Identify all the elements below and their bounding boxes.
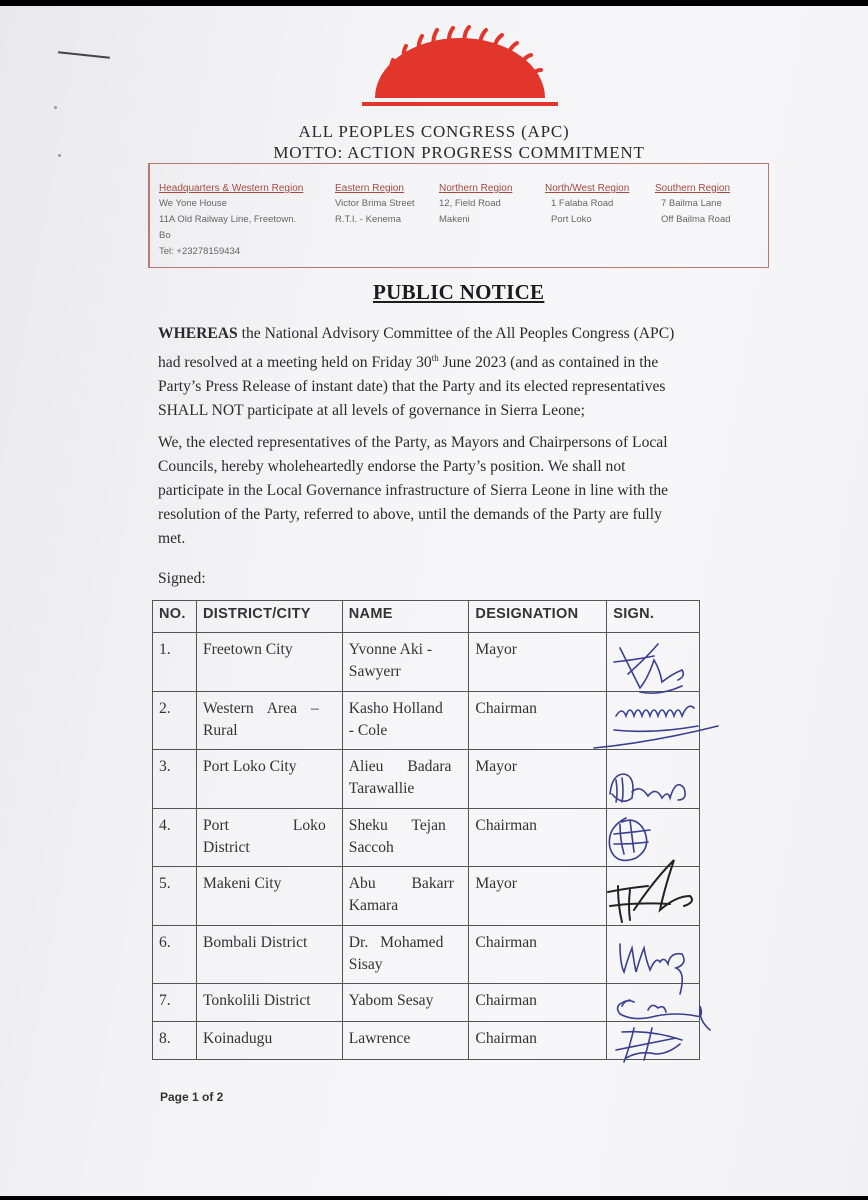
region-heading: Eastern Region [335,183,404,194]
signature-4 [609,818,650,860]
cell-no: 2. [153,691,197,750]
signature-1 [614,644,683,693]
paragraph-line: We, the elected representatives of the Party, as Mayors and Chairpersons of Local [158,434,668,451]
signature-3 [610,774,685,802]
signature-5 [608,860,692,922]
name-line: Yabom Sesay [348,992,434,1009]
cell-no: 6. [153,925,197,984]
paragraph-text: the National Advisory Committee of the All Peoples Congress (APC) [241,325,675,342]
region-headquarters-western [159,181,303,261]
region-line: 7 Bailma Lane [661,198,722,209]
paragraph-line [158,322,736,346]
region-northern [439,181,512,229]
name-line: Lawrence [348,1030,411,1047]
cell-designation: Mayor [469,633,607,692]
header-designation: DESIGNATION [469,601,607,633]
region-eastern [335,181,415,229]
signature-8 [616,1028,682,1062]
paragraph-line: resolution of the Party, referred to above, until the demands of the Party are fully [158,506,662,523]
region-southern [655,181,731,229]
name-line: Saccoh [348,838,394,856]
endorsement-paragraph [158,431,736,551]
cell-designation: Chairman [469,808,607,867]
cell-name [342,867,469,926]
cell-no: 4. [153,808,197,867]
region-line: Makeni [439,214,470,225]
cell-designation: Chairman [469,691,607,750]
header-sign: SIGN. [607,601,700,633]
region-heading: Northern Region [439,183,513,194]
party-name: ALL PEOPLES CONGRESS (APC) [298,122,570,141]
name-line: Kamara [348,897,399,914]
region-line: Off Bailma Road [661,214,731,225]
notice-title: PUBLIC NOTICE [373,280,545,304]
cell-name [342,691,469,750]
region-heading: North/West Region [545,183,630,194]
district-line: Rural [202,721,238,739]
region-line: 1 Falaba Road [551,198,614,209]
cell-no: 5. [153,867,197,926]
cell-name [342,984,469,1022]
region-line: Victor Brima Street [335,198,415,209]
cell-designation: Chairman [469,984,607,1022]
paragraph-text: June 2023 (and as contained in the [442,354,659,372]
paragraph-line: Councils, hereby wholeheartedly endorse the Party’s position. We shall not [158,458,626,475]
signature-7 [618,1000,710,1030]
district-line: Tonkolili District [202,992,311,1009]
whereas-keyword: WHEREAS [158,325,238,342]
district-line: Bombali District [202,933,308,951]
district-line: Makeni City [202,875,282,892]
name-line: Abu Bakarr [348,875,454,892]
name-line: Dr. Mohamed [348,933,444,951]
cell-district [196,691,342,750]
scan-speck [54,106,57,109]
cell-name [342,633,469,692]
region-line: Bo [159,230,171,241]
region-line: R.T.I. - Kenema [335,214,401,225]
cell-district [196,750,342,809]
page-number: Page 1 of 2 [160,1090,224,1104]
district-line: Koinadugu [202,1030,273,1047]
district-line: Port Loko [202,816,326,834]
cell-designation: Mayor [469,867,607,926]
region-north-west [545,181,629,229]
cell-designation: Chairman [469,1022,607,1060]
cell-no: 7. [153,984,197,1022]
table-header-row [153,601,700,633]
district-line: Western Area – [202,699,319,717]
whereas-paragraph [158,322,736,423]
paragraph-text: had resolved at a meeting held on Friday 30 [158,354,432,372]
name-line: Kasho Holland [348,699,443,717]
name-text: Yvonne Aki - [348,641,433,658]
paragraph-line: SHALL NOT participate at all levels of governance in Sierra Leone; [158,402,585,420]
name-line: Sheku Tejan [348,816,446,834]
name-line: Tarawallie [348,780,415,797]
header-name: NAME [342,601,469,633]
cell-district [196,867,342,926]
paragraph-line: Party’s Press Release of instant date) that the Party and its elected representatives [158,378,666,396]
apc-rising-sun-logo-icon [355,24,565,114]
cell-district [196,925,342,984]
district-line: Freetown City [202,641,293,658]
name-line: Alieu Badara [348,758,452,775]
scan-mark [58,51,110,58]
signature-6 [620,944,684,994]
name-line [349,639,463,661]
header-no: NO. [153,601,197,633]
region-heading: Southern Region [655,183,731,194]
region-line: 12, Field Road [439,198,501,209]
cell-name [342,1022,469,1060]
cell-district [196,984,342,1022]
cell-designation: Chairman [469,925,607,984]
header-district: DISTRICT/CITY [196,601,342,633]
region-heading: Headquarters & Western Region [159,183,304,194]
paragraph-line: participate in the Local Governance infrastructure of Sierra Leone in line with the [158,482,669,499]
region-line: We Yone House [159,198,227,209]
name-line: - Cole [348,721,388,739]
cell-designation: Mayor [469,750,607,809]
cell-no: 1. [153,633,197,692]
signed-label: Signed: [158,570,206,587]
cell-district [196,633,342,692]
signature-2 [594,706,718,748]
district-line: District [202,838,250,856]
ordinal-suffix: th [431,353,439,363]
paragraph-line [158,346,736,375]
region-line: 11A Old Railway Line, Freetown. [159,214,297,225]
name-line: Sawyerr [348,663,401,680]
paragraph-line: met. [158,530,186,547]
cell-district [196,1022,342,1060]
cell-no: 8. [153,1022,197,1060]
name-line: Sisay [348,955,383,973]
cell-name [342,750,469,809]
cell-name [342,925,469,984]
cell-name [342,808,469,867]
signatures-layer [600,634,720,1074]
region-line: Tel: +23278159434 [159,246,241,257]
district-line: Port Loko City [202,758,297,775]
address-box [148,163,769,268]
party-motto: MOTTO: ACTION PROGRESS COMMITMENT [273,143,645,162]
cell-no: 3. [153,750,197,809]
region-line: Port Loko [551,214,592,225]
cell-district [196,808,342,867]
